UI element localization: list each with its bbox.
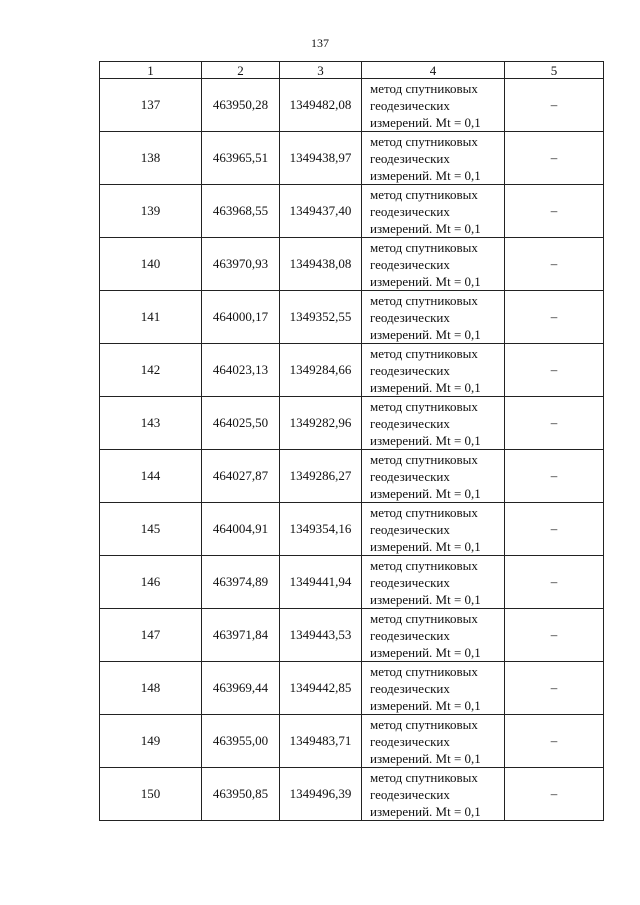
table-row bbox=[100, 715, 604, 768]
table-row bbox=[100, 397, 604, 450]
method-cell: метод спутниковых геодезических измерений. Mt = 0,1 bbox=[362, 609, 505, 662]
y-coordinate-cell: 1349496,39 bbox=[280, 768, 362, 821]
point-number-cell: 137 bbox=[100, 79, 202, 132]
note-cell: – bbox=[505, 662, 604, 715]
y-coordinate-cell: 1349284,66 bbox=[280, 344, 362, 397]
point-number-cell: 146 bbox=[100, 556, 202, 609]
method-cell: метод спутниковых геодезических измерений. Mt = 0,1 bbox=[362, 662, 505, 715]
page-number: 137 bbox=[311, 36, 329, 50]
method-cell: метод спутниковых геодезических измерений. Mt = 0,1 bbox=[362, 503, 505, 556]
point-number-cell: 149 bbox=[100, 715, 202, 768]
column-header: 5 bbox=[505, 62, 604, 79]
note-cell: – bbox=[505, 344, 604, 397]
note-cell: – bbox=[505, 79, 604, 132]
method-cell: метод спутниковых геодезических измерений. Mt = 0,1 bbox=[362, 344, 505, 397]
y-coordinate-cell: 1349442,85 bbox=[280, 662, 362, 715]
note-cell: – bbox=[505, 715, 604, 768]
table-row bbox=[100, 556, 604, 609]
y-coordinate-cell: 1349482,08 bbox=[280, 79, 362, 132]
table-row bbox=[100, 79, 604, 132]
x-coordinate-cell: 464000,17 bbox=[202, 291, 280, 344]
note-cell: – bbox=[505, 185, 604, 238]
y-coordinate-cell: 1349438,08 bbox=[280, 238, 362, 291]
y-coordinate-cell: 1349438,97 bbox=[280, 132, 362, 185]
x-coordinate-cell: 464023,13 bbox=[202, 344, 280, 397]
note-cell: – bbox=[505, 556, 604, 609]
y-coordinate-cell: 1349483,71 bbox=[280, 715, 362, 768]
method-cell: метод спутниковых геодезических измерений. Mt = 0,1 bbox=[362, 556, 505, 609]
y-coordinate-cell: 1349441,94 bbox=[280, 556, 362, 609]
x-coordinate-cell: 463955,00 bbox=[202, 715, 280, 768]
table-row bbox=[100, 132, 604, 185]
point-number-cell: 142 bbox=[100, 344, 202, 397]
note-cell: – bbox=[505, 609, 604, 662]
table-header bbox=[100, 62, 604, 79]
x-coordinate-cell: 463974,89 bbox=[202, 556, 280, 609]
point-number-cell: 140 bbox=[100, 238, 202, 291]
method-cell: метод спутниковых геодезических измерений. Mt = 0,1 bbox=[362, 450, 505, 503]
point-number-cell: 143 bbox=[100, 397, 202, 450]
method-cell: метод спутниковых геодезических измерений. Mt = 0,1 bbox=[362, 715, 505, 768]
note-cell: – bbox=[505, 768, 604, 821]
table-row bbox=[100, 503, 604, 556]
x-coordinate-cell: 464025,50 bbox=[202, 397, 280, 450]
y-coordinate-cell: 1349352,55 bbox=[280, 291, 362, 344]
x-coordinate-cell: 463950,28 bbox=[202, 79, 280, 132]
point-number-cell: 141 bbox=[100, 291, 202, 344]
note-cell: – bbox=[505, 397, 604, 450]
point-number-cell: 150 bbox=[100, 768, 202, 821]
table-body bbox=[100, 79, 604, 821]
y-coordinate-cell: 1349437,40 bbox=[280, 185, 362, 238]
note-cell: – bbox=[505, 238, 604, 291]
table-row bbox=[100, 238, 604, 291]
note-cell: – bbox=[505, 132, 604, 185]
y-coordinate-cell: 1349443,53 bbox=[280, 609, 362, 662]
x-coordinate-cell: 463969,44 bbox=[202, 662, 280, 715]
x-coordinate-cell: 464004,91 bbox=[202, 503, 280, 556]
table-row bbox=[100, 450, 604, 503]
table-row bbox=[100, 291, 604, 344]
x-coordinate-cell: 463950,85 bbox=[202, 768, 280, 821]
x-coordinate-cell: 463965,51 bbox=[202, 132, 280, 185]
y-coordinate-cell: 1349282,96 bbox=[280, 397, 362, 450]
x-coordinate-cell: 463970,93 bbox=[202, 238, 280, 291]
table-row bbox=[100, 185, 604, 238]
point-number-cell: 144 bbox=[100, 450, 202, 503]
point-number-cell: 147 bbox=[100, 609, 202, 662]
column-header: 1 bbox=[100, 62, 202, 79]
y-coordinate-cell: 1349354,16 bbox=[280, 503, 362, 556]
point-number-cell: 139 bbox=[100, 185, 202, 238]
method-cell: метод спутниковых геодезических измерений. Mt = 0,1 bbox=[362, 79, 505, 132]
point-number-cell: 148 bbox=[100, 662, 202, 715]
note-cell: – bbox=[505, 450, 604, 503]
point-number-cell: 145 bbox=[100, 503, 202, 556]
y-coordinate-cell: 1349286,27 bbox=[280, 450, 362, 503]
table-row bbox=[100, 662, 604, 715]
note-cell: – bbox=[505, 503, 604, 556]
method-cell: метод спутниковых геодезических измерений. Mt = 0,1 bbox=[362, 291, 505, 344]
method-cell: метод спутниковых геодезических измерений. Mt = 0,1 bbox=[362, 768, 505, 821]
column-header: 2 bbox=[202, 62, 280, 79]
table-row bbox=[100, 609, 604, 662]
table-row bbox=[100, 344, 604, 397]
method-cell: метод спутниковых геодезических измерений. Mt = 0,1 bbox=[362, 397, 505, 450]
method-cell: метод спутниковых геодезических измерений. Mt = 0,1 bbox=[362, 185, 505, 238]
header-row bbox=[100, 62, 604, 79]
x-coordinate-cell: 464027,87 bbox=[202, 450, 280, 503]
note-cell: – bbox=[505, 291, 604, 344]
coordinates-table bbox=[99, 61, 604, 821]
method-cell: метод спутниковых геодезических измерений. Mt = 0,1 bbox=[362, 238, 505, 291]
x-coordinate-cell: 463971,84 bbox=[202, 609, 280, 662]
column-header: 4 bbox=[362, 62, 505, 79]
table-row bbox=[100, 768, 604, 821]
method-cell: метод спутниковых геодезических измерений. Mt = 0,1 bbox=[362, 132, 505, 185]
column-header: 3 bbox=[280, 62, 362, 79]
point-number-cell: 138 bbox=[100, 132, 202, 185]
x-coordinate-cell: 463968,55 bbox=[202, 185, 280, 238]
